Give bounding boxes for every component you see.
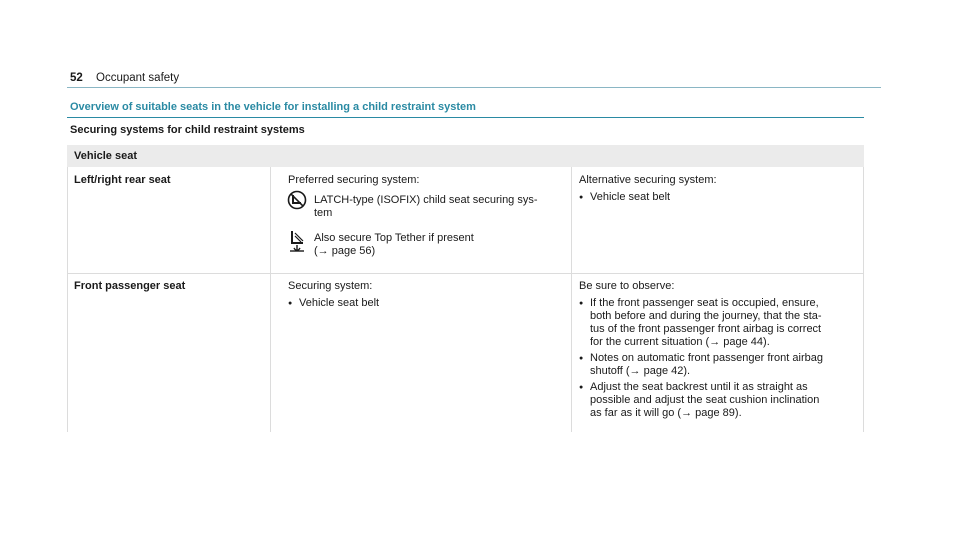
bullet-line: tus of the front passenger front airbag is correct: [590, 323, 822, 335]
observe-intro: Be sure to observe:: [579, 280, 675, 292]
list-item: ● Vehicle seat belt: [579, 191, 717, 204]
page-header: [70, 72, 179, 84]
isofix-line-2: tem: [314, 207, 333, 219]
alternative-intro: Alternative securing system:: [579, 174, 717, 186]
column-divider-2: [571, 167, 572, 432]
seat-table: [67, 145, 864, 432]
top-tether-line-1: Also secure Top Tether if present: [314, 232, 474, 244]
list-item: ● Vehicle seat belt: [288, 297, 379, 310]
isofix-text: [314, 194, 538, 220]
column-header: Vehicle seat: [74, 150, 137, 162]
row-label-rear-seat: Left/right rear seat: [74, 174, 171, 186]
bullet-line: both before and during the journey, that the sta-: [590, 310, 822, 322]
list-item: [579, 381, 823, 420]
bullet-line: for the current situation (→ page 44).: [590, 336, 770, 348]
header-rule: [67, 87, 881, 88]
column-divider-1: [270, 167, 271, 432]
table-header: [67, 145, 864, 167]
bullet-line: ● Adjust the seat backrest until it as straight as: [590, 381, 808, 393]
rear-seat-alternative: [579, 174, 717, 206]
page-ref-56: (→ page 56): [314, 245, 376, 257]
title-rule: [67, 117, 864, 118]
rear-seat-intro: Preferred securing system:: [288, 174, 420, 186]
table-border-left: [67, 167, 68, 432]
section-title: Overview of suitable seats in the vehicle for installing a child restraint system: [70, 101, 476, 113]
bullet-line: as far as it will go (→ page 89).: [590, 407, 742, 419]
isofix-seat-icon: [287, 190, 307, 213]
bullet-line: possible and adjust the seat cushion inclination: [590, 394, 820, 406]
subheading: Securing systems for child restraint systems: [70, 124, 305, 136]
table-border-right: [863, 167, 864, 432]
front-seat-securing: [288, 280, 379, 312]
securing-intro: Securing system:: [288, 280, 373, 292]
bullet-line: ● Notes on automatic front passenger front airbag: [590, 352, 823, 364]
row-label-front-passenger: Front passenger seat: [74, 280, 186, 292]
top-tether-icon: [287, 229, 307, 256]
row-divider: [67, 273, 864, 274]
page-number: 52: [70, 72, 83, 84]
bullet-line: ● If the front passenger seat is occupied, ensure,: [590, 297, 819, 309]
isofix-line-1: LATCH-type (ISOFIX) child seat securing sys-: [314, 194, 538, 206]
list-item: [579, 297, 823, 349]
front-seat-notes: [579, 280, 823, 422]
section-name: Occupant safety: [96, 72, 180, 84]
list-item: [579, 352, 823, 378]
top-tether-text: [314, 232, 474, 258]
bullet-line: shutoff (→ page 42).: [590, 365, 691, 377]
